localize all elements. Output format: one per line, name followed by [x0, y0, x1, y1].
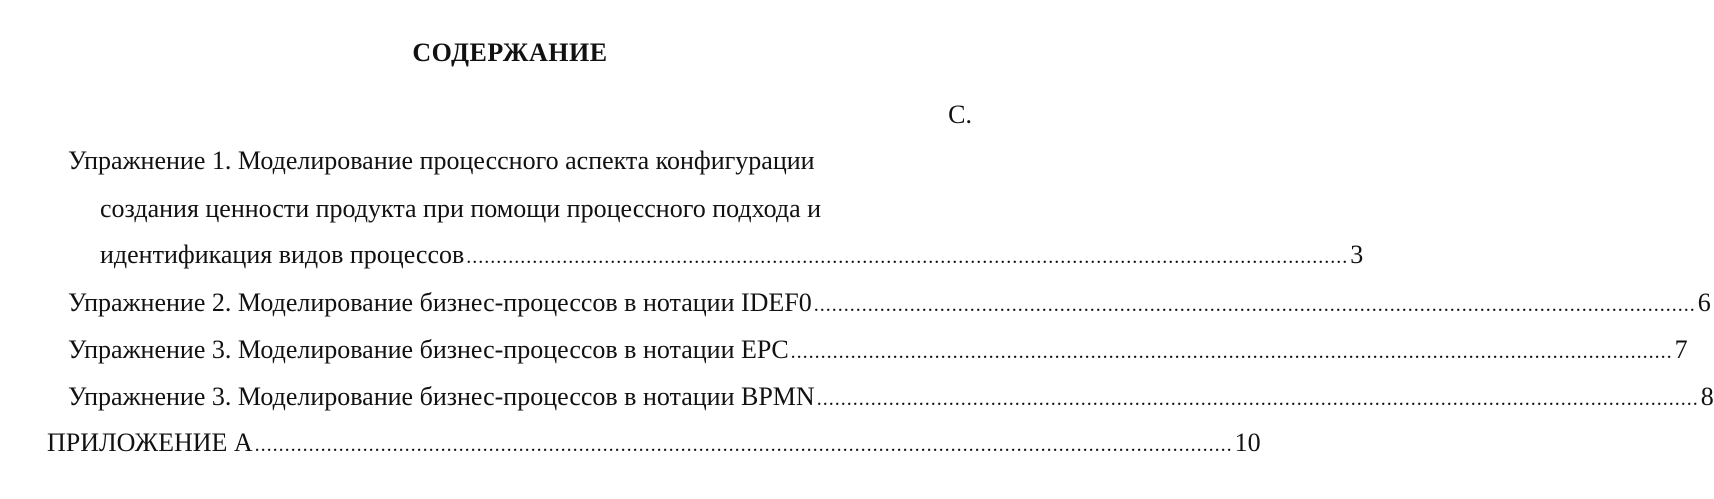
toc-entry-3[interactable] [68, 335, 1688, 367]
dot-leader: ................................................................................................................................................... [790, 341, 1673, 363]
toc-entry-5[interactable] [47, 428, 1261, 460]
toc-entry-5-text: ПРИЛОЖЕНИЕ А [47, 428, 253, 457]
dot-leader: ................................................................................................................................................... [813, 294, 1696, 316]
dot-leader: ................................................................................................................................................................... [254, 434, 1233, 456]
dot-leader: ................................................................................................................................................... [816, 388, 1699, 410]
toc-entry-2-page: 6 [1697, 288, 1711, 317]
toc-entry-1-line-2: создания ценности продукта при помощи процессного подхода и [100, 194, 822, 223]
toc-entry-4-page: 8 [1700, 382, 1714, 411]
toc-entry-4[interactable] [68, 382, 1714, 414]
toc-entry-3-text: Упражнение 3. Моделирование бизнес-процессов в нотации EPC [68, 335, 789, 364]
toc-entry-1-line-1: Упражнение 1. Моделирование процессного аспекта конфигурации [68, 146, 815, 175]
toc-entry-2[interactable] [68, 288, 1711, 320]
toc-entry-5-page: 10 [1234, 428, 1261, 457]
toc-entry-1-last-line[interactable] [100, 240, 1364, 272]
toc-entry-2-text: Упражнение 2. Моделирование бизнес-процессов в нотации IDEF0 [68, 288, 812, 317]
toc-entry-3-page: 7 [1674, 335, 1688, 364]
toc-title: СОДЕРЖАНИЕ [412, 38, 608, 67]
toc-entry-1-page: 3 [1350, 240, 1364, 269]
toc-entry-4-text: Упражнение 3. Моделирование бизнес-процессов в нотации BPMN [68, 382, 815, 411]
toc-entry-1-line-3: идентификация видов процессов [100, 240, 465, 269]
dot-leader: ................................................................................................................................................... [466, 246, 1349, 268]
page-column-label: С. [948, 100, 972, 129]
